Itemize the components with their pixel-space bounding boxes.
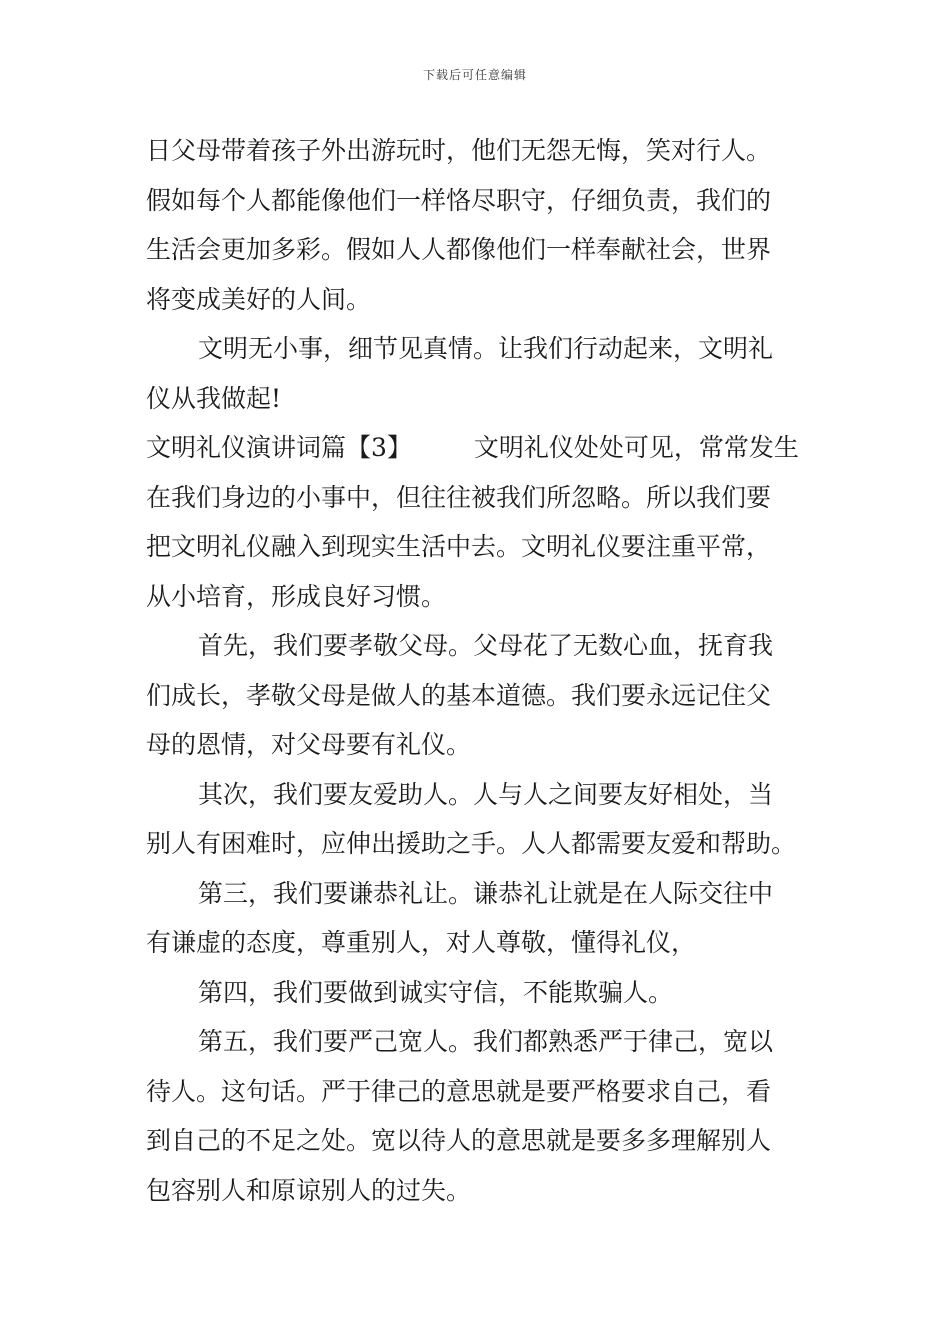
document-body <box>146 126 810 1215</box>
paragraph <box>146 1017 810 1215</box>
text-line: 包容别人和原谅别人的过失。 <box>146 1175 472 1205</box>
text-line: 假如每个人都能像他们一样恪尽职守，仔细负责，我们的 <box>146 185 772 215</box>
text-line: 生活会更加多彩。假如人人都像他们一样奉献社会，世界 <box>146 235 772 264</box>
paragraph <box>146 869 810 968</box>
text-line: 在我们身边的小事中，但往往被我们所忽略。所以我们要 <box>146 482 772 512</box>
text-line: 第三，我们要谦恭礼让。谦恭礼让就是在人际交往中 <box>198 878 774 908</box>
text-line: 有谦虚的态度，尊重别人，对人尊敬，懂得礼仪， <box>146 928 697 957</box>
text-line: 别人有困难时，应伸出援助之手。人人都需要友爱和帮助。 <box>146 829 797 858</box>
text-line: 文明无小事，细节见真情。让我们行动起来，文明礼 <box>198 334 774 363</box>
paragraph <box>146 423 810 621</box>
text-line: 其次，我们要友爱助人。人与人之间要友好相处，当 <box>198 779 774 809</box>
text-line: 第五，我们要严己宽人。我们都熟悉严于律己，宽以 <box>198 1027 774 1056</box>
heading-line <box>146 423 810 473</box>
text-line: 文明礼仪处处可见，常常发生 <box>473 433 799 462</box>
section-heading: 文明礼仪演讲词篇【3】 <box>146 433 412 462</box>
text-line: 仪从我做起! <box>146 383 282 413</box>
paragraph <box>146 968 810 1018</box>
text-line: 日父母带着孩子外出游玩时，他们无怨无悔，笑对行人。 <box>146 136 772 165</box>
paragraph <box>146 126 810 324</box>
text-line: 从小培育，形成良好习惯。 <box>146 581 447 611</box>
text-line: 第四，我们要做到诚实守信，不能欺骗人。 <box>198 977 674 1007</box>
text-line: 母的恩情，对父母要有礼仪。 <box>146 730 472 759</box>
text-line: 把文明礼仪融入到现实生活中去。文明礼仪要注重平常， <box>146 532 772 561</box>
text-line: 们成长，孝敬父母是做人的基本道德。我们要永远记住父 <box>146 680 772 710</box>
paragraph <box>146 324 810 423</box>
text-line: 到自己的不足之处。宽以待人的意思就是要多多理解别人 <box>146 1126 772 1155</box>
text-line: 待人。这句话。严于律己的意思就是要严格要求自己，看 <box>146 1076 772 1106</box>
paragraph <box>146 770 810 869</box>
text-line: 将变成美好的人间。 <box>146 284 372 314</box>
text-line: 首先，我们要孝敬父母。父母花了无数心血，抚育我 <box>198 631 774 660</box>
page-header: 下载后可任意编辑 <box>422 68 527 82</box>
paragraph <box>146 621 810 770</box>
